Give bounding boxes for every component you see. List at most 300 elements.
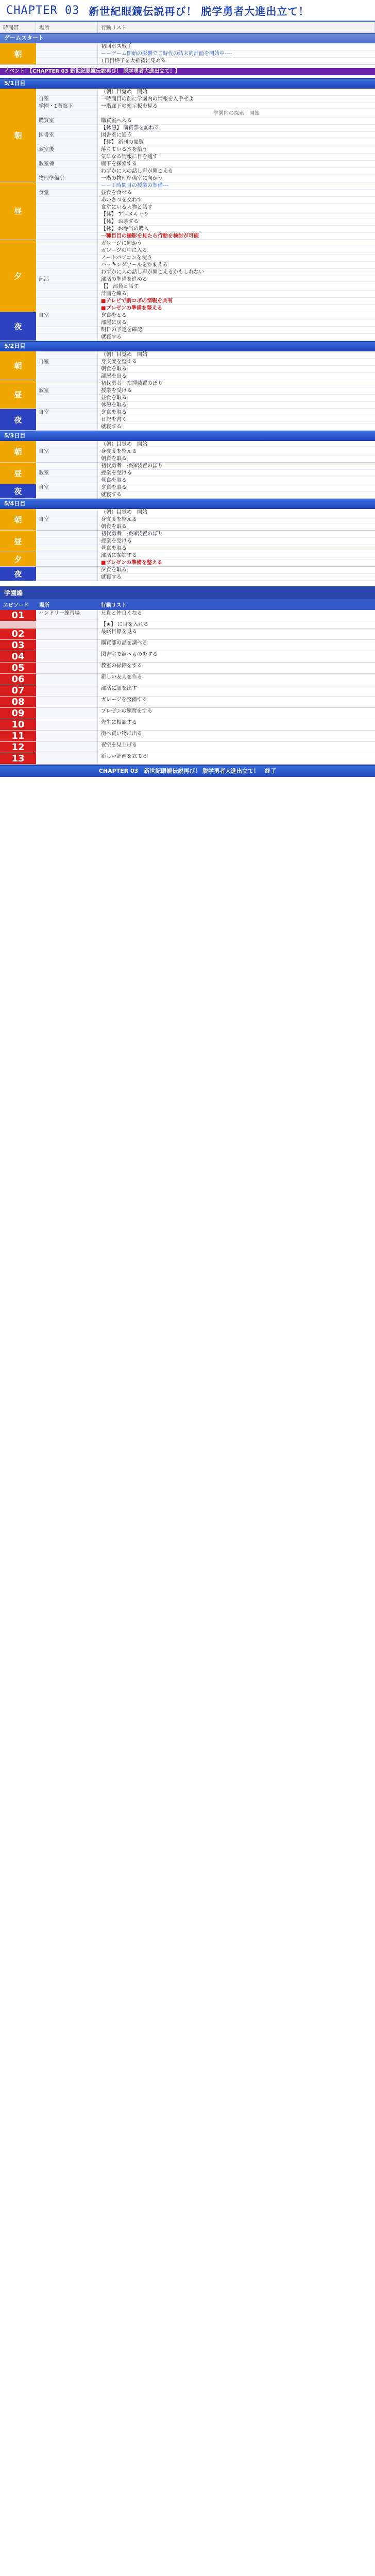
episode-text: 【★】 に目を入れる <box>101 622 149 628</box>
action-place <box>36 373 98 380</box>
action-text: 計画を練る <box>101 291 127 297</box>
action-place <box>36 298 98 304</box>
episode-title: 学園編 <box>0 586 375 599</box>
action-text: 就寝する <box>101 334 122 340</box>
action-place <box>36 291 98 297</box>
action-row <box>36 423 375 430</box>
action-text: 部活の準備を進める <box>101 277 147 282</box>
episode-text: 兄貴と仲良くなる <box>101 611 142 616</box>
time-label: 朝 <box>0 43 36 64</box>
time-segment <box>0 182 375 240</box>
time-segment <box>0 484 375 499</box>
action-text: 身支度を整える <box>101 359 137 365</box>
action-text: 就寝する <box>101 492 122 498</box>
action-text: 夕食を取る <box>101 567 127 573</box>
action-place <box>36 197 98 204</box>
action-text: 身支度を整える <box>101 517 137 522</box>
episode-place <box>36 629 98 639</box>
action-text: ■テレビで新ロボの情報を共有 <box>101 298 173 304</box>
action-row <box>36 197 375 204</box>
action-text: 図書室に通う <box>101 132 132 138</box>
time-segment <box>0 509 375 531</box>
action-place <box>36 233 98 240</box>
action-text: 部屋を出る <box>101 374 127 379</box>
action-row <box>36 161 375 168</box>
action-rows <box>36 43 375 64</box>
action-place <box>36 125 98 131</box>
action-text: 初代勇者 指揮装置のぼり <box>101 531 163 537</box>
action-row <box>36 139 375 146</box>
action-text: 朝食を取る <box>101 524 127 530</box>
action-row <box>36 319 375 327</box>
action-text: 【休】 お弁当の購入 <box>101 226 149 232</box>
action-place <box>36 509 98 516</box>
episode-number: 05 <box>0 663 36 673</box>
action-rows <box>36 182 375 240</box>
episode-number: 10 <box>0 719 36 730</box>
action-place <box>36 380 98 387</box>
action-row <box>36 334 375 341</box>
action-place <box>36 523 98 530</box>
time-label: 朝 <box>0 509 36 530</box>
action-rows <box>36 441 375 462</box>
action-place <box>36 58 98 64</box>
action-text: 初回ボス戦手 <box>101 44 132 49</box>
episode-number: 07 <box>0 685 36 696</box>
action-row <box>36 240 375 247</box>
episode-text: 部活に顔を出す <box>101 686 137 691</box>
action-row <box>36 291 375 298</box>
action-row <box>36 96 375 103</box>
column-actions: 行動リスト <box>98 22 375 32</box>
episode-place <box>36 621 98 628</box>
episode-place <box>36 651 98 662</box>
time-label: 昼 <box>0 182 36 240</box>
episode-row <box>0 708 375 719</box>
action-text: 日記を書く <box>101 417 127 422</box>
action-row <box>36 560 375 566</box>
action-row <box>36 312 375 319</box>
action-place <box>36 211 98 218</box>
action-row <box>36 509 375 516</box>
episode-number: 08 <box>0 697 36 707</box>
action-place <box>36 218 98 225</box>
episode-place <box>36 640 98 651</box>
column-header <box>0 22 375 33</box>
action-text: 昼食を食べる <box>101 190 132 196</box>
time-segment <box>0 312 375 341</box>
time-label: 夕 <box>0 552 36 566</box>
day-ribbon: ゲームスタート <box>0 33 375 43</box>
episode-row <box>0 640 375 651</box>
time-segment <box>0 531 375 552</box>
action-text: 1日目終了を大祈祷に集める <box>101 58 166 64</box>
action-place: 自室 <box>36 409 98 416</box>
time-segment <box>0 552 375 567</box>
action-row <box>36 477 375 484</box>
episode-number: 04 <box>0 651 36 662</box>
action-text: 食堂にいる人物と話す <box>101 205 152 210</box>
action-rows <box>36 240 375 312</box>
action-text: （朝）目覚め 開始 <box>101 442 147 447</box>
episode-row <box>0 753 375 765</box>
action-row <box>36 531 375 538</box>
action-text: わずかに人の話し声が聞こえるかもしれない <box>101 269 204 275</box>
action-row <box>36 516 375 523</box>
action-text: 明日の予定を確認 <box>101 327 142 333</box>
action-row <box>36 359 375 366</box>
action-place <box>36 402 98 409</box>
episode-place: ハンドリー練習場 <box>36 610 98 621</box>
time-label: 昼 <box>0 463 36 484</box>
time-label: 夕 <box>0 240 36 312</box>
action-text: 【休】 アニメキャラ <box>101 212 149 217</box>
day-ribbon: 5/1日目 <box>0 78 375 89</box>
time-segment <box>0 351 375 380</box>
episode-place <box>36 685 98 696</box>
action-place <box>36 395 98 401</box>
episode-text: 先生に相談する <box>101 720 137 725</box>
action-row <box>36 567 375 574</box>
action-place: 教室 <box>36 470 98 477</box>
action-text: ノートパソコンを使う <box>101 255 152 261</box>
action-place <box>36 154 98 160</box>
episode-row <box>0 742 375 753</box>
action-place: 自室 <box>36 516 98 523</box>
action-row <box>36 484 375 492</box>
action-place <box>36 43 98 50</box>
episode-number: 02 <box>0 629 36 639</box>
action-rows <box>36 380 375 409</box>
episode-row <box>0 651 375 663</box>
action-place <box>36 182 98 189</box>
episode-place <box>36 719 98 730</box>
action-text: （朝）目覚め 開始 <box>101 510 147 515</box>
episode-row <box>0 629 375 640</box>
action-row <box>36 538 375 545</box>
time-label: 朝 <box>0 441 36 462</box>
action-text: あいさつを交わす <box>101 197 142 203</box>
action-place <box>36 262 98 268</box>
episode-col-num: エピソード <box>3 603 29 608</box>
action-place <box>36 567 98 573</box>
action-text: ■プレゼンの準備を整える <box>101 560 163 566</box>
episode-header <box>0 599 375 610</box>
action-row <box>36 298 375 305</box>
action-text: 授業を受ける <box>101 470 132 476</box>
action-text: 学園内の探索 開始 <box>213 111 260 116</box>
column-place: 場所 <box>36 22 98 32</box>
action-row <box>36 43 375 50</box>
episode-number: 12 <box>0 742 36 753</box>
action-row <box>36 89 375 96</box>
action-row <box>36 416 375 423</box>
action-place: 食堂 <box>36 190 98 196</box>
action-row <box>36 233 375 240</box>
time-segment <box>0 409 375 431</box>
time-label: 夜 <box>0 484 36 498</box>
episode-row <box>0 685 375 697</box>
episode-list <box>0 610 375 765</box>
action-place <box>36 240 98 247</box>
episode-row <box>0 731 375 742</box>
action-rows <box>36 312 375 341</box>
action-text: 一階の物理準備室に向かう <box>101 176 163 181</box>
action-row <box>36 455 375 462</box>
chapter-number: CHAPTER 03 <box>6 4 80 17</box>
action-row <box>36 218 375 226</box>
action-row <box>36 463 375 470</box>
action-text: 部活に参加する <box>101 553 137 558</box>
action-text: 朝食を取る <box>101 456 127 462</box>
action-text: ハッキングツールをかまえる <box>101 262 168 268</box>
action-row <box>36 103 375 110</box>
action-place <box>36 463 98 469</box>
action-row <box>36 492 375 498</box>
event-band: イベント：【CHAPTER 03 新世紀眼鏡伝説再び！ 脱学勇者大進出立て！】 <box>0 68 375 75</box>
action-row <box>36 402 375 409</box>
time-label: 夜 <box>0 312 36 341</box>
action-row <box>36 211 375 218</box>
episode-number: 06 <box>0 674 36 685</box>
time-label: 夜 <box>0 409 36 430</box>
action-place: 教室棟 <box>36 161 98 167</box>
action-row <box>36 154 375 161</box>
action-text: 夕食を取る <box>101 410 127 415</box>
episode-place <box>36 663 98 673</box>
action-place <box>36 269 98 276</box>
episode-text: 新しい友人を作る <box>101 674 142 680</box>
action-text: ■プレゼンの準備を整える <box>101 306 163 311</box>
time-segment <box>0 463 375 484</box>
action-place <box>36 492 98 498</box>
action-place <box>36 455 98 462</box>
action-text: 一種目目の撮影を見たら行動を検討が可能 <box>101 233 199 239</box>
episode-row <box>0 674 375 685</box>
walkthrough-page <box>0 0 375 777</box>
action-place: 教室後 <box>36 146 98 153</box>
action-rows <box>36 484 375 498</box>
action-text: 気になる情報に目を通す <box>101 154 158 160</box>
action-place <box>36 247 98 254</box>
action-text: 夕食を取る <box>101 485 127 490</box>
action-text: （朝）目覚め 開始 <box>101 352 147 358</box>
action-place: 購買室 <box>36 117 98 124</box>
action-place <box>36 168 98 175</box>
episode-text: ガレージを整備する <box>101 697 147 703</box>
episode-col-actions: 行動リスト <box>101 603 127 608</box>
action-text: 【休憩】 購買部を訪ねる <box>101 125 160 131</box>
action-text: 部屋に戻る <box>101 320 127 326</box>
action-row <box>36 373 375 380</box>
day-ribbon: 5/2日目 <box>0 341 375 351</box>
action-place: 図書室 <box>36 132 98 139</box>
action-place <box>36 50 98 57</box>
action-row <box>36 523 375 530</box>
action-place <box>36 305 98 312</box>
action-rows <box>36 351 375 380</box>
action-place: 自室 <box>36 312 98 319</box>
page-title: 新世紀眼鏡伝説再び！ 脱学勇者大進出立て！ <box>89 5 310 18</box>
episode-text: 新しい計画を立てる <box>101 754 147 759</box>
action-text: ガレージの中に入る <box>101 248 147 253</box>
action-text: 朝食を取る <box>101 366 127 372</box>
action-place <box>36 89 98 95</box>
time-segment <box>0 89 375 182</box>
episode-number: 11 <box>0 731 36 741</box>
time-label: 夜 <box>0 567 36 581</box>
action-place <box>36 334 98 341</box>
action-text: 初代勇者 指揮装置のぼり <box>101 381 163 386</box>
action-place <box>36 139 98 146</box>
episode-row <box>0 663 375 674</box>
episode-row <box>0 697 375 708</box>
action-place: 自室 <box>36 96 98 103</box>
action-place <box>36 477 98 484</box>
action-row <box>36 204 375 211</box>
episode-place <box>36 674 98 685</box>
action-row <box>36 380 375 387</box>
action-row <box>36 409 375 416</box>
action-place <box>36 552 98 559</box>
action-place <box>36 283 98 290</box>
action-row <box>36 305 375 312</box>
action-text: 初代勇者 指揮装置のぼり <box>101 463 163 469</box>
action-place: 学園・1階廊下 <box>36 103 98 110</box>
action-place <box>36 366 98 372</box>
action-row <box>36 269 375 276</box>
action-rows <box>36 509 375 530</box>
action-text: ガレージに向かう <box>101 241 142 246</box>
time-label: 昼 <box>0 531 36 552</box>
day-ribbon: 5/3日目 <box>0 431 375 441</box>
action-rows <box>36 409 375 430</box>
action-place <box>36 560 98 566</box>
action-place <box>36 545 98 552</box>
action-text: ーーゲーム開始の影響でご時代の結末的計画を開始中---- <box>101 51 232 57</box>
action-place <box>36 441 98 448</box>
time-segment <box>0 43 375 65</box>
action-row <box>36 283 375 291</box>
action-row <box>36 117 375 125</box>
action-text: 昼食を取る <box>101 546 127 551</box>
episode-text: 購買部の品を調べる <box>101 640 147 646</box>
action-row <box>36 175 375 182</box>
episode-row <box>0 610 375 621</box>
action-place <box>36 574 98 581</box>
action-place <box>36 531 98 537</box>
schedule-blocks <box>0 33 375 581</box>
page-header <box>0 0 375 22</box>
action-row <box>36 470 375 477</box>
episode-place <box>36 742 98 753</box>
action-text: 授業を受ける <box>101 538 132 544</box>
episode-text: プレゼンの練習をする <box>101 708 152 714</box>
action-place <box>36 423 98 430</box>
episode-text: 街へ買い物に出る <box>101 731 142 737</box>
action-row <box>36 395 375 402</box>
episode-number: 01 <box>0 610 36 621</box>
action-text: 身支度を整える <box>101 449 137 454</box>
action-text: 一時間目の前に学園内の情報を入手せよ <box>101 96 194 102</box>
action-row <box>36 387 375 395</box>
episode-place <box>36 753 98 764</box>
action-row <box>36 255 375 262</box>
action-text: 【】 部員と話す <box>101 284 139 290</box>
action-text: 休憩を取る <box>101 402 127 408</box>
action-row <box>36 327 375 334</box>
action-row <box>36 545 375 552</box>
episode-col-place: 場所 <box>39 603 49 608</box>
episode-text: 図書室で調べものをする <box>101 652 158 657</box>
episode-row <box>0 719 375 731</box>
action-row <box>36 247 375 255</box>
action-text: ーー１時間目の授業の準備--- <box>101 183 168 189</box>
action-row <box>36 50 375 58</box>
action-row <box>36 190 375 197</box>
episode-number: 13 <box>0 753 36 764</box>
action-place: 自室 <box>36 359 98 365</box>
action-rows <box>36 89 375 182</box>
action-text: 昼食を取る <box>101 395 127 401</box>
action-text: 就寝する <box>101 424 122 430</box>
episode-number: 09 <box>0 708 36 719</box>
column-time: 時間帯 <box>0 22 36 32</box>
action-text: 昼食を取る <box>101 478 127 483</box>
action-place <box>36 226 98 232</box>
action-place: 教室 <box>36 387 98 394</box>
action-place: 自室 <box>36 448 98 455</box>
episode-text: 夜空を見上げる <box>101 742 137 748</box>
action-row <box>36 441 375 448</box>
action-place: 自室 <box>36 484 98 491</box>
action-rows <box>36 463 375 484</box>
time-label: 昼 <box>0 380 36 409</box>
action-place <box>36 351 98 358</box>
action-place <box>36 110 98 117</box>
action-text: わずかに人の話し声が聞こえる <box>101 168 173 174</box>
time-segment <box>0 567 375 581</box>
action-place <box>36 327 98 333</box>
action-row <box>36 552 375 560</box>
action-row <box>36 125 375 132</box>
action-place <box>36 319 98 326</box>
action-text: （朝）目覚め 開始 <box>101 89 147 95</box>
action-place <box>36 255 98 261</box>
action-row <box>36 110 375 117</box>
episode-place <box>36 708 98 719</box>
action-row <box>36 448 375 455</box>
episode-place <box>36 731 98 741</box>
action-row <box>36 276 375 283</box>
action-place: 物理準備室 <box>36 175 98 182</box>
action-row <box>36 262 375 269</box>
action-row <box>36 226 375 233</box>
page-footer: CHAPTER 03 新世紀眼鏡伝説再び！ 脱学勇者大進出立て！ 終了 <box>0 765 375 777</box>
episode-row <box>0 621 375 629</box>
action-row <box>36 58 375 64</box>
action-text: 【休】 お茶する <box>101 219 139 225</box>
action-text: 購買室へ入る <box>101 118 132 124</box>
action-row <box>36 366 375 373</box>
action-row <box>36 182 375 190</box>
action-rows <box>36 552 375 566</box>
action-text: 一階廊下の掲示板を見る <box>101 104 158 109</box>
action-row <box>36 574 375 581</box>
episode-text: 最終目標を見る <box>101 629 137 635</box>
action-text: 授業を受ける <box>101 388 132 394</box>
action-text: 落ちている本を拾う <box>101 147 147 152</box>
